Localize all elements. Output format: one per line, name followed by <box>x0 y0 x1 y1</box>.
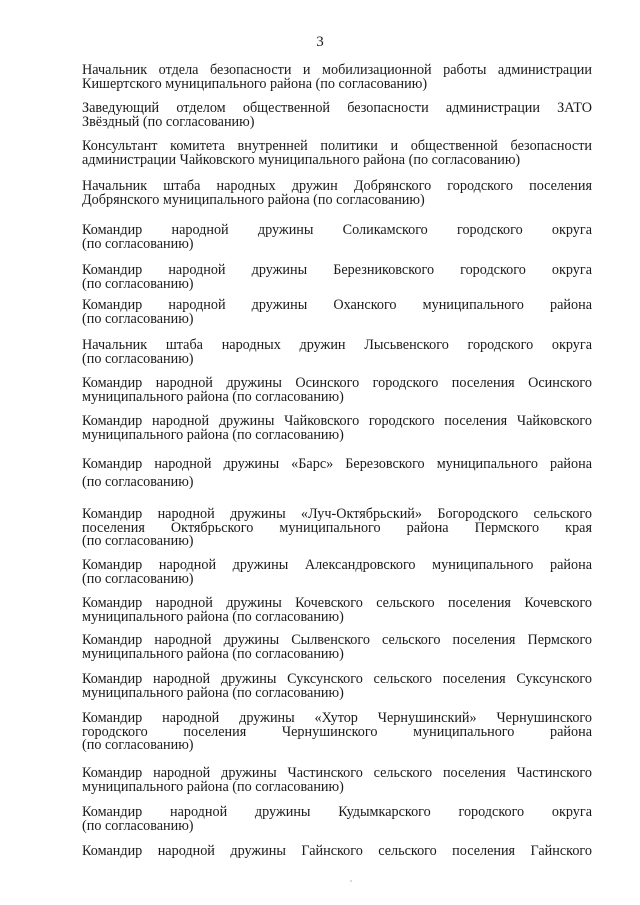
entry-line: муниципального района (по согласованию) <box>82 426 344 443</box>
entry-line: муниципального района (по согласованию) <box>82 608 344 625</box>
list-item <box>82 597 592 624</box>
entry-line: городского поселения Чернушинского муниципального района <box>82 723 592 740</box>
entry-line: (по согласованию) <box>82 473 194 490</box>
list-item <box>82 712 592 753</box>
list-item <box>82 415 592 442</box>
entry-line: Командир народной дружины «Луч-Октябрьский» Богородского сельского <box>82 506 592 522</box>
list-item <box>82 299 592 326</box>
entry-line: (по согласованию) <box>82 817 194 834</box>
entry-line: муниципального района (по согласованию) <box>82 778 344 795</box>
list-item <box>82 377 592 404</box>
entry-line: Кишертского муниципального района (по согласованию) <box>82 75 428 92</box>
entry-line: Командир народной дружины «Хутор Чернушинский» Чернушинского <box>82 710 592 726</box>
entry-line: Звёздный (по согласованию) <box>82 113 255 130</box>
entry-line: Командир народной дружины Гайнского сельского поселения Гайнского <box>82 843 592 859</box>
list-item <box>82 264 592 291</box>
entry-line: Командир народной дружины Александровского муниципального района <box>82 557 592 573</box>
list-item <box>82 458 592 489</box>
entry-line: Командир народной дружины Березниковского городского округа <box>82 262 592 278</box>
entry-line: поселения Октябрьского муниципального района Пермского края <box>82 519 592 536</box>
entry-line: (по согласованию) <box>82 350 194 367</box>
list-item <box>82 140 592 167</box>
entry-line: (по согласованию) <box>82 275 194 292</box>
entry-line: Командир народной дружины Сылвенского сельского поселения Пермского <box>82 632 592 648</box>
list-item <box>82 634 592 661</box>
entry-line: Начальник штаба народных дружин Лысьвенского городского округа <box>82 337 592 353</box>
entry-line: Командир народной дружины «Барс» Березовского муниципального района <box>82 456 592 472</box>
list-item <box>82 102 592 129</box>
scan-artifact <box>350 880 352 882</box>
list-item <box>82 767 592 794</box>
entry-line: Консультант комитета внутренней политики и общественной безопасности <box>82 138 592 154</box>
list-item <box>82 508 592 549</box>
list-item <box>82 339 592 366</box>
list-item <box>82 224 592 251</box>
entry-line: Командир народной дружины Осинского городского поселения Осинского <box>82 375 592 391</box>
list-item <box>82 806 592 833</box>
entry-line: (по согласованию) <box>82 737 194 753</box>
entry-line: Командир народной дружины Частинского сельского поселения Частинского <box>82 765 592 781</box>
entry-line: администрации Чайковского муниципального района (по согласованию) <box>82 151 521 168</box>
entry-line: (по согласованию) <box>82 570 194 587</box>
entry-line: муниципального района (по согласованию) <box>82 388 344 405</box>
list-item <box>82 845 592 859</box>
list-item <box>82 673 592 700</box>
entry-line: Начальник отдела безопасности и мобилизационной работы администрации <box>82 62 592 78</box>
entry-line: Добрянского муниципального района (по согласованию) <box>82 191 425 208</box>
entry-line: (по согласованию) <box>82 310 194 327</box>
entry-line: Командир народной дружины Оханского муниципального района <box>82 297 592 313</box>
list-item <box>82 180 592 207</box>
entry-line: Командир народной дружины Суксунского сельского поселения Суксунского <box>82 671 592 687</box>
list-item <box>82 64 592 91</box>
entry-line: муниципального района (по согласованию) <box>82 645 344 662</box>
entry-line: Командир народной дружины Кудымкарского городского округа <box>82 804 592 820</box>
entry-line: Начальник штаба народных дружин Добрянского городского поселения <box>82 178 592 194</box>
entry-line: Командир народной дружины Чайковского городского поселения Чайковского <box>82 413 592 429</box>
entry-line: Заведующий отделом общественной безопасности администрации ЗАТО <box>82 100 592 116</box>
entry-line: Командир народной дружины Соликамского городского округа <box>82 222 592 238</box>
entry-line: (по согласованию) <box>82 235 194 252</box>
entry-line: муниципального района (по согласованию) <box>82 684 344 701</box>
page-number: 3 <box>316 34 324 50</box>
entry-line: (по согласованию) <box>82 533 194 549</box>
entry-line: Командир народной дружины Кочевского сельского поселения Кочевского <box>82 595 592 611</box>
list-item <box>82 559 592 586</box>
